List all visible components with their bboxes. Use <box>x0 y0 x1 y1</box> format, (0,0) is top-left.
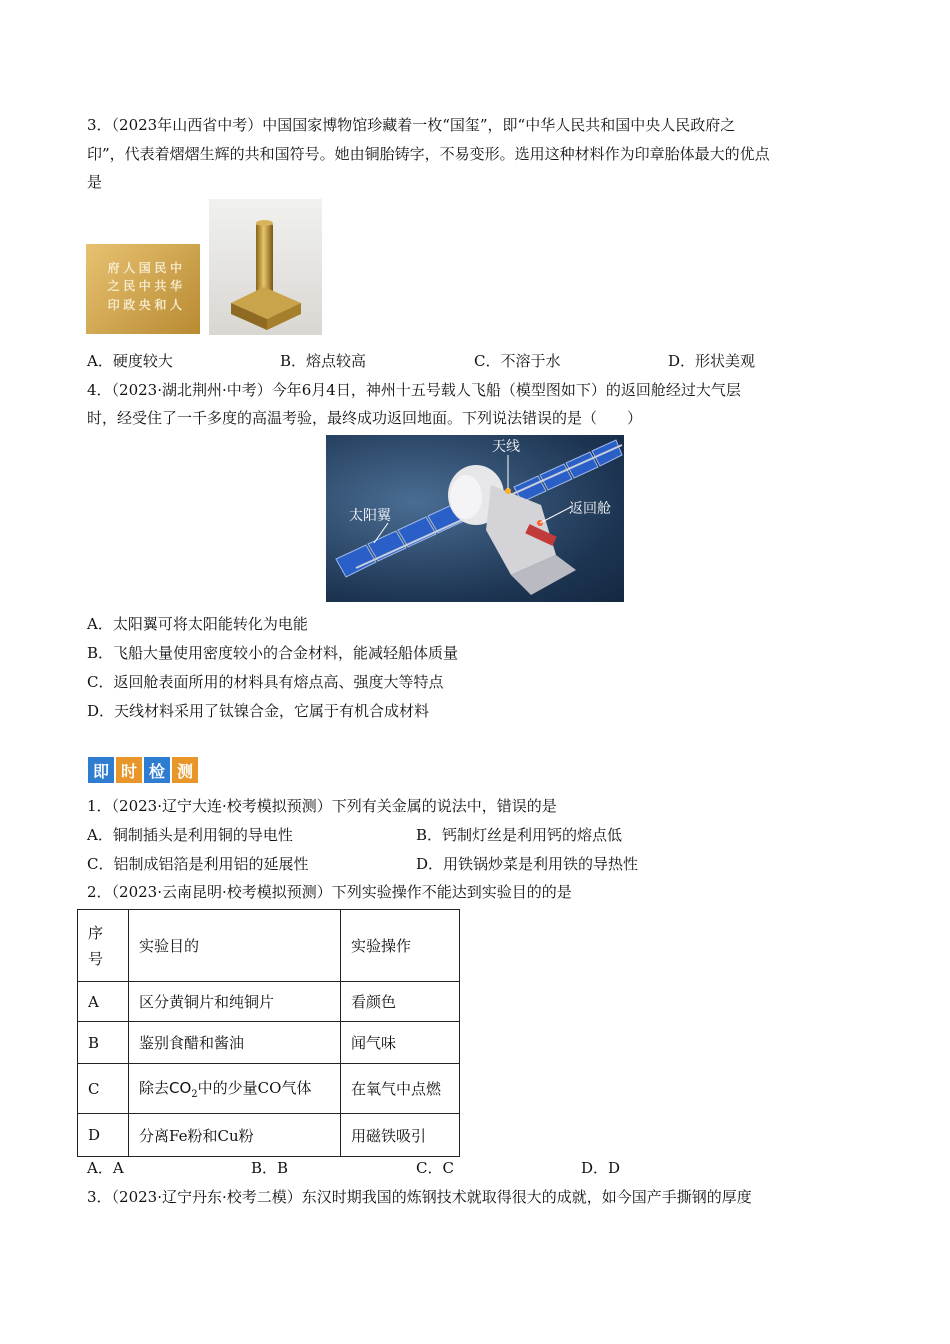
seal-char: 中 <box>138 279 151 294</box>
table-row <box>78 982 460 1022</box>
seal-char: 之 <box>107 279 120 294</box>
row-op: 闻气味 <box>341 1022 460 1064</box>
badge-char: 测 <box>172 757 198 783</box>
header-goal: 实验目的 <box>129 910 341 982</box>
seal-side-image <box>209 199 322 335</box>
t3-text: 3．（2023·辽宁丹东·校考二模）东汉时期我国的炼钢技术就取得很大的成就，如今国产手撕钢的厚度 <box>87 1188 752 1206</box>
badge-char: 时 <box>116 757 142 783</box>
row-op: 看颜色 <box>341 982 460 1022</box>
seal-char: 府 <box>107 261 120 275</box>
spacecraft-image <box>326 435 624 602</box>
co2-formula: CO <box>169 1079 192 1097</box>
table-row <box>78 1114 460 1157</box>
seal-face-image <box>86 244 200 334</box>
badge-char: 即 <box>88 757 114 783</box>
q4-option-b[interactable]: B．飞船大量使用密度较小的合金材料，能减轻船体质量 <box>87 644 459 662</box>
seal-char: 共 <box>154 279 167 294</box>
table-header-row <box>78 910 460 982</box>
seal-char: 国 <box>138 261 151 275</box>
t1-option-c[interactable]: C．铝制成铝箔是利用铝的延展性 <box>87 855 309 873</box>
table-row <box>78 1064 460 1114</box>
row-id: D <box>78 1114 129 1157</box>
q4-text-line1: 4．（2023·湖北荆州·中考）今年6月4日，神州十五号载人飞船（模型图如下）的返回舱经过大气层 <box>87 381 741 399</box>
header-seq-1: 序 <box>88 923 104 942</box>
seal-char: 民 <box>154 261 167 275</box>
t1-option-b[interactable]: B．钙制灯丝是利用钙的熔点低 <box>416 826 623 844</box>
q4-option-c[interactable]: C．返回舱表面所用的材料具有熔点高、强度大等特点 <box>87 673 444 691</box>
row-goal: 鉴别食醋和酱油 <box>129 1022 341 1064</box>
seal-char: 和 <box>154 297 167 312</box>
seal-char: 华 <box>169 279 182 294</box>
bronze-seal-icon <box>209 199 322 335</box>
seal-char: 民 <box>123 279 136 294</box>
experiment-table <box>77 909 460 1157</box>
co2-subscript: 2 <box>191 1089 198 1100</box>
q3-option-a[interactable]: A．硬度较大 <box>87 352 173 370</box>
t2-option-a[interactable]: A．A <box>87 1159 124 1177</box>
q3-text-line3: 是 <box>87 173 103 191</box>
q3-option-d[interactable]: D．形状美观 <box>668 352 756 370</box>
label-capsule: 返回舱 <box>569 501 611 517</box>
q4-option-a[interactable]: A．太阳翼可将太阳能转化为电能 <box>87 615 308 633</box>
t1-text: 1．（2023·辽宁大连·校考模拟预测）下列有关金属的说法中，错误的是 <box>87 797 557 815</box>
row-op: 用磁铁吸引 <box>341 1114 460 1157</box>
q3-option-b[interactable]: B．熔点较高 <box>280 352 367 370</box>
table-row <box>78 1022 460 1064</box>
row-id: A <box>78 982 129 1022</box>
seal-char: 人 <box>169 297 182 312</box>
label-antenna: 天线 <box>492 439 520 455</box>
t2-option-d[interactable]: D．D <box>581 1159 621 1177</box>
t1-option-d[interactable]: D．用铁锅炒菜是利用铁的导热性 <box>416 855 639 873</box>
row-op: 在氧气中点燃 <box>341 1064 460 1114</box>
t1-option-a[interactable]: A．铜制插头是利用铜的导电性 <box>87 826 293 844</box>
q3-text-line2: 印”，代表着熠熠生辉的共和国符号。她由铜胎铸字，不易变形。选用这种材料作为印章胎体最大的优点 <box>87 145 770 163</box>
q4-option-d[interactable]: D．天线材料采用了钛镍合金，它属于有机合成材料 <box>87 702 430 720</box>
seal-char: 人 <box>123 261 136 275</box>
row-goal: 区分黄铜片和纯铜片 <box>129 982 341 1022</box>
header-seq <box>78 910 129 982</box>
row-goal: 分离Fe粉和Cu粉 <box>129 1114 341 1157</box>
row-goal <box>129 1064 341 1114</box>
header-seq-2: 号 <box>88 949 104 968</box>
goal-suffix: 中的少量CO气体 <box>197 1079 312 1097</box>
seal-char: 政 <box>123 297 136 312</box>
seal-char: 印 <box>107 297 120 312</box>
seal-inscription <box>104 262 182 317</box>
seal-char: 中 <box>169 261 182 275</box>
q4-text-line2: 时，经受住了一千多度的高温考验，最终成功返回地面。下列说法错误的是（ ） <box>87 409 643 427</box>
row-id: C <box>78 1064 129 1114</box>
label-solar-wing: 太阳翼 <box>349 508 391 524</box>
header-op: 实验操作 <box>341 910 460 982</box>
t2-option-b[interactable]: B．B <box>251 1159 289 1177</box>
t2-option-c[interactable]: C．C <box>416 1159 454 1177</box>
q3-text-line1: 3．（2023年山西省中考）中国国家博物馆珍藏着一枚“国玺”，即“中华人民共和国中央人民政府之 <box>87 116 736 134</box>
seal-char: 央 <box>138 297 151 312</box>
row-id: B <box>78 1022 129 1064</box>
t2-text: 2．（2023·云南昆明·校考模拟预测）下列实验操作不能达到实验目的的是 <box>87 883 572 901</box>
badge-char: 检 <box>144 757 170 783</box>
goal-prefix: 除去 <box>139 1079 170 1097</box>
q3-option-c[interactable]: C．不溶于水 <box>474 352 561 370</box>
